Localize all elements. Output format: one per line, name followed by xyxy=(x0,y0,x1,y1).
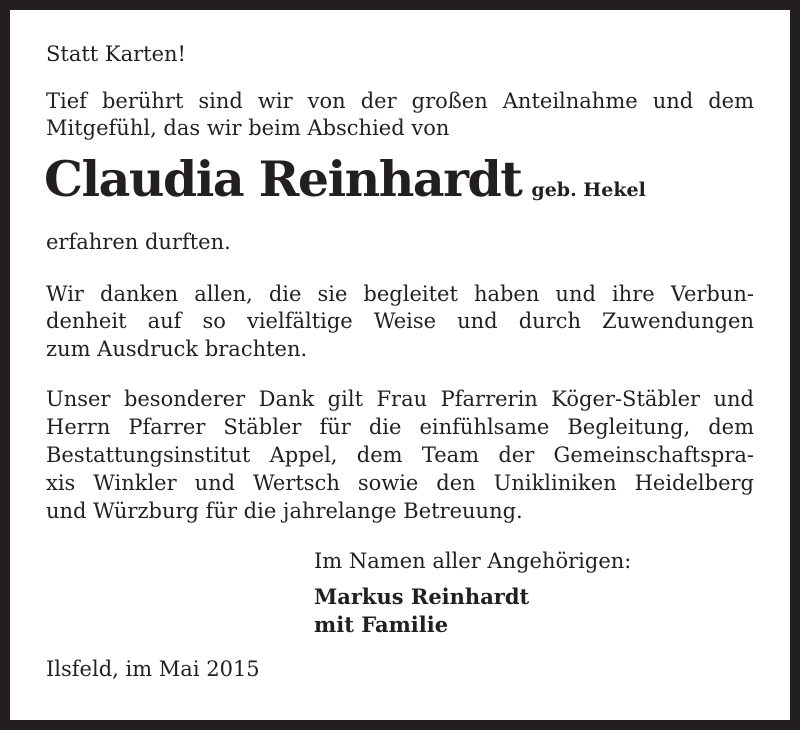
header-text: Statt Karten! xyxy=(46,42,186,66)
deceased-name-block xyxy=(44,150,646,208)
signature-name: Markus Reinhardt xyxy=(314,584,530,609)
special-thanks-line: Herrn Pfarrer Stäbler für die einfühlsame Begleitung, dem xyxy=(46,415,754,439)
special-thanks-line: und Würzburg für die jahrelange Betreuung. xyxy=(46,499,523,523)
signature-intro: Im Namen aller Angehörigen: xyxy=(314,549,632,573)
intro-line: Tief berührt sind wir von der großen Anteilnahme und dem xyxy=(46,89,754,113)
thanks-line: Wir danken allen, die sie begleitet haben und ihre Verbun- xyxy=(46,282,754,306)
special-thanks-line: xis Winkler und Wertsch sowie den Unikliniken Heidelberg xyxy=(46,471,754,495)
special-thanks-line: Unser besonderer Dank gilt Frau Pfarrerin Köger-Stäbler und xyxy=(46,387,754,411)
signature-family: mit Familie xyxy=(314,612,449,637)
deceased-name: Claudia Reinhardt xyxy=(44,150,522,208)
thanks-line: denheit auf so vielfältige Weise und durch Zuwendungen xyxy=(46,309,754,333)
intro-line: Mitgefühl, das wir beim Abschied von xyxy=(46,116,450,140)
thanks-line: zum Ausdruck brachten. xyxy=(46,337,308,361)
after-name-text: erfahren durften. xyxy=(46,230,231,254)
special-thanks-line: Bestattungsinstitut Appel, dem Team der Gemeinschaftspra- xyxy=(46,443,754,467)
place-date: Ilsfeld, im Mai 2015 xyxy=(46,657,260,681)
maiden-name: geb. Hekel xyxy=(531,179,646,201)
